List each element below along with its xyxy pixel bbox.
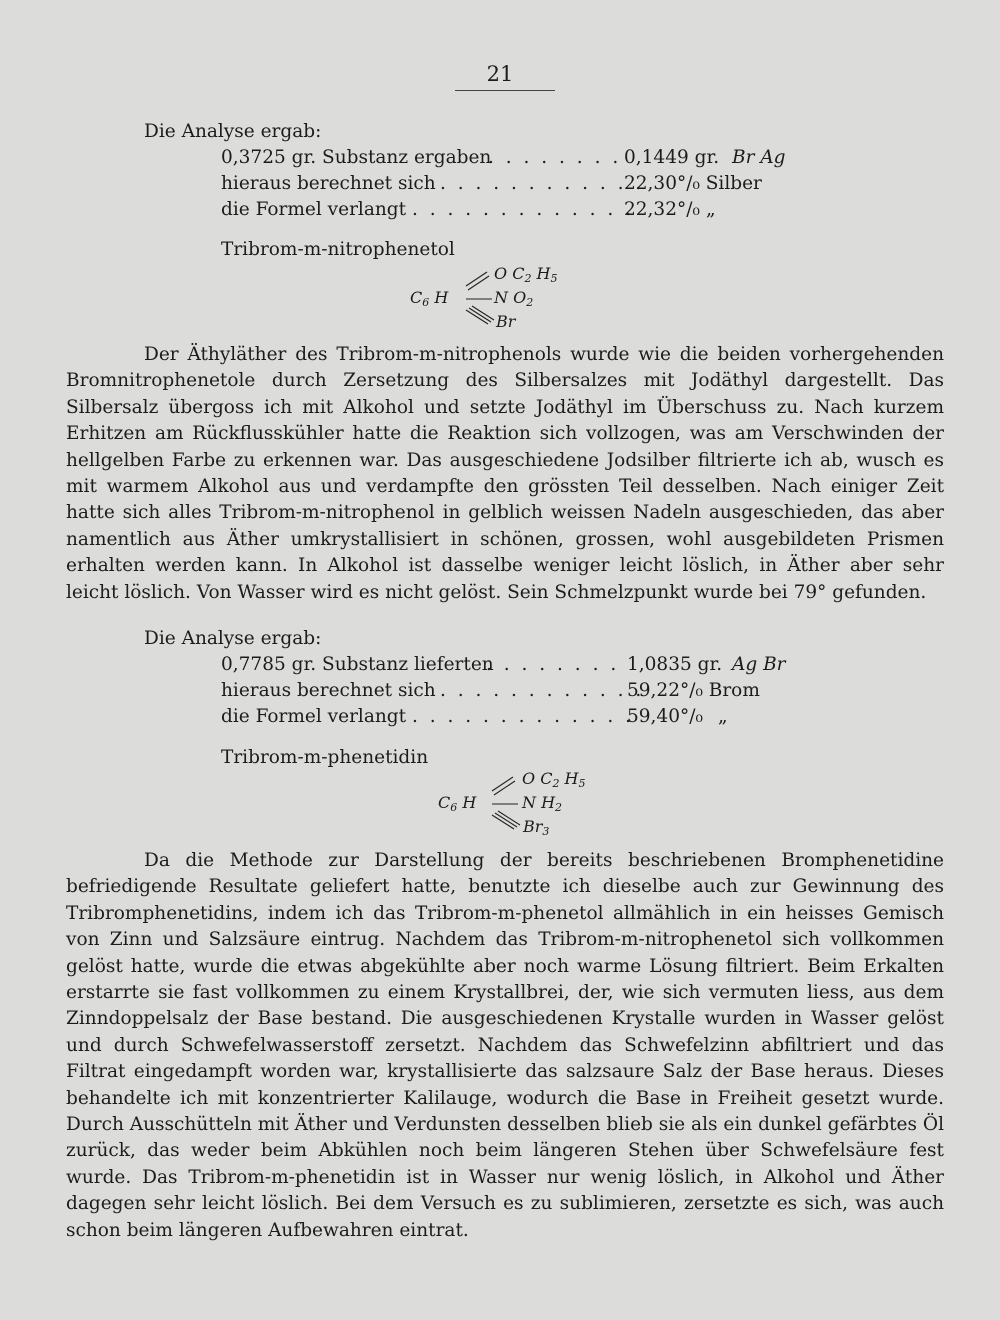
analysis2-heading: Die Analyse ergab: [144,628,322,649]
paragraph-2 [66,848,944,1244]
analysis2-row3-leaders: . . . . . . . . . . . . . [412,706,635,727]
analysis1-row1-value: 0,1449 gr. [624,147,720,168]
analysis2-row1-leaders: . . . . . . . . [486,654,620,675]
compound2-bonds [486,773,522,833]
analysis1-row3-leaders: . . . . . . . . . . . . . [412,199,635,220]
analysis2-row3-ditto: „ [718,706,728,727]
compound1-group3: Br [496,312,516,331]
analysis1-heading: Die Analyse ergab: [144,121,322,142]
page-number-rule [455,90,555,91]
paragraph-1-text: Der Äthyläther des Tribrom-m-nitrophenols wurde wie die beiden vorhergehenden Bromnitrophenetole durch Zersetzung des Silbersalzes mit Jodäthyl dargestellt. Das Silbersalz übergoss ich mit Alkohol und setzte Jodäthyl im Überschuss zu. Nach kurzem Erhitzen am Rückflusskühler hatte die Reaktion sich vollzogen, was am Verschwinden der hellgelben Farbe zu erkennen war. Das ausgeschiedene Jodsilber filtrierte ich ab, wusch es mit warmem Alkohol aus und verdampfte den grössten Teil desselben. Nach einiger Zeit hatte sich alles Tribrom-m-nitrophenol in gelblich weissen Nadeln ausgeschieden, das aber namentlich aus Äther umkrystallisiert in schönen, grossen, wohl ausgebildeten Prismen erhalten werden kann. In Alkohol ist dasselbe weniger leicht löslich, in Äther aber sehr leicht löslich. Von Wasser wird es nicht gelöst. Sein Schmelzpunkt wurde bei 79° gefunden. [66,344,944,603]
paragraph-1 [66,342,944,606]
analysis1-row3-label: die Formel verlangt [221,199,407,220]
compound2-group3: $Br_3$ [523,817,550,838]
analysis1-row1-unit: Br Ag [732,147,786,168]
paragraph-2-text: Da die Methode zur Darstellung der bereits beschriebenen Bromphenetidine befriedigende Resultate geliefert hatte, benutzte ich dieselbe auch zur Gewinnung des Tribromphenetidins, indem ich das Tribrom-m-phenetol allmählich in ein heisses Gemisch von Zinn und Salzsäure eintrug. Nachdem das Tribrom-m-nitrophenetol sich vollkommen gelöst hatte, wurde die etwas abgekühlte aber noch warme Lösung filtriert. Beim Erkalten erstarrte sie fast vollkommen zu einem Krystallbrei, der, wie sich vermuten liess, aus dem Zinndoppelsalz der Base bestand. Die ausgeschiedenen Krystalle wurden in Wasser gelöst und durch Schwefelwasserstoff zersetzt. Nachdem das Schwefelzinn abfiltriert und das Filtrat eingedampft worden war, krystallisierte das salzsaure Salz der Base heraus. Dieses behandelte ich mit konzentrierter Kalilauge, wodurch die Base in Freiheit gesetzt wurde. Durch Ausschütteln mit Äther und Verdunsten desselben blieb sie als ein dunkel gefärbtes Öl zurück, das weder beim Abkühlen noch beim längeren Stehen über Schwefelsäure fest wurde. Das Tribrom-m-phenetidin ist in Wasser nur wenig löslich, in Alkohol und Äther dagegen sehr leicht löslich. Bei dem Versuch es zu sublimieren, zersetzte es sich, was auch schon beim längeren Aufbewahren eintrat. [66,850,944,1241]
compound1-group1: O $C_2$ $H_5$ [494,264,558,285]
analysis1-row3-ditto: „ [706,199,716,220]
compound1-group2: N $O_2$ [494,288,534,309]
compound2-core: $C_6$ H [438,793,477,814]
analysis2-row3-value: 59,40°/₀ [627,706,703,727]
analysis2-row2-value: 59,22°/₀ Brom [627,680,760,701]
compound1-core: $C_6$ H [410,288,449,309]
analysis2-row1-unit: Ag Br [732,654,786,675]
analysis2-row2-leaders: . . . . . . . . . . . . [440,680,645,701]
compound2-group1: O $C_2$ $H_5$ [522,769,586,790]
page-number: 21 [486,62,514,86]
compound1-bonds [460,268,496,328]
analysis1-row1-leaders: . . . . . . . . [488,147,622,168]
compound1-name: Tribrom-m-nitrophenetol [221,239,455,260]
analysis2-row1-value: 1,0835 gr. [627,654,723,675]
analysis2-row1-label: 0,7785 gr. Substanz lieferten [221,654,494,675]
analysis1-row2-label: hieraus berechnet sich [221,173,436,194]
compound2-group2: N $H_2$ [522,793,563,814]
analysis1-row3-value: 22,32°/₀ [624,199,700,220]
analysis1-row2-leaders: . . . . . . . . . . . . [440,173,645,194]
analysis1-row1-label: 0,3725 gr. Substanz ergaben [221,147,492,168]
compound2-name: Tribrom-m-phenetidin [221,747,429,768]
analysis2-row2-label: hieraus berechnet sich [221,680,436,701]
analysis1-row2-value: 22,30°/₀ Silber [624,173,762,194]
analysis2-row3-label: die Formel verlangt [221,706,407,727]
